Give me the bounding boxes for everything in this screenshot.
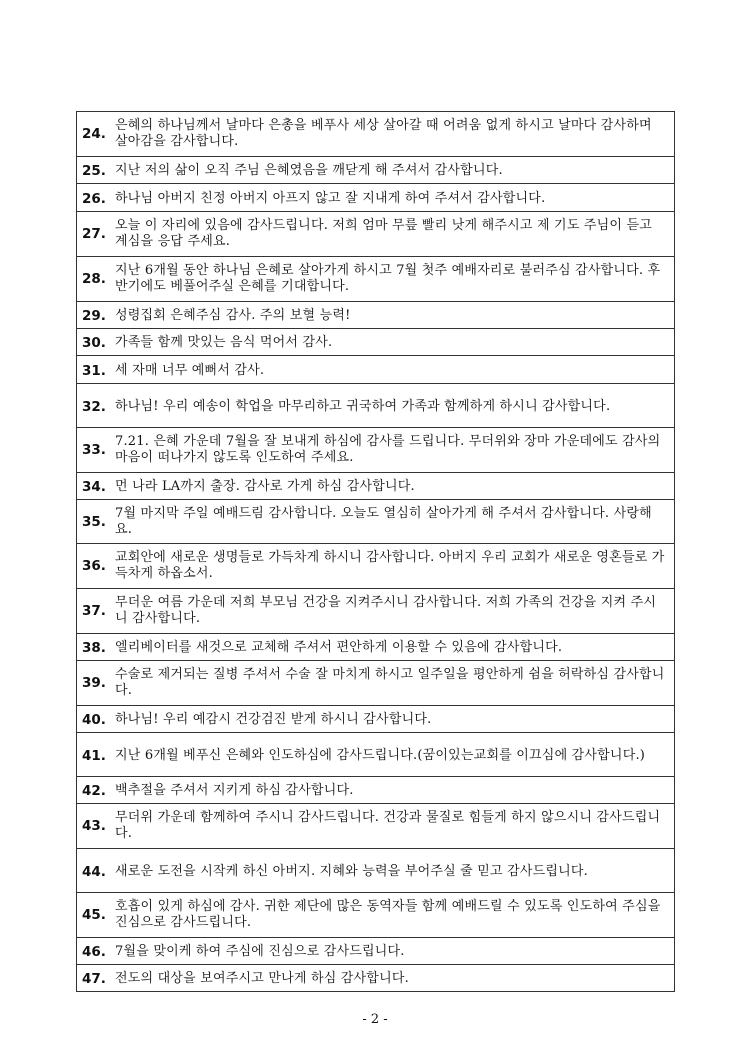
item-number: 40. (82, 712, 106, 728)
table-row (77, 428, 675, 473)
item-number: 37. (82, 603, 106, 619)
item-number: 38. (82, 640, 106, 656)
thanksgiving-table (76, 111, 675, 992)
item-text: 지난 6개월 동안 하나님 은혜로 살아가게 하시고 7월 첫주 예배자리로 불러주심 감사합니다. 후반기에도 베풀어주실 은혜를 기대합니다. (115, 263, 661, 294)
table-row (77, 500, 675, 544)
item-text: 7.21. 은혜 가운데 7월을 잘 보내게 하심에 감사를 드립니다. 무더위와 장마 가운데에도 감사의 마음이 떠나가지 않도록 인도하여 주세요. (115, 434, 661, 465)
item-number: 43. (82, 818, 106, 834)
item-number: 27. (82, 226, 106, 242)
item-number: 36. (82, 558, 106, 574)
table-cell (77, 661, 675, 706)
table-cell (77, 733, 675, 777)
table-row (77, 849, 675, 893)
table-cell (77, 544, 675, 589)
table-row (77, 777, 675, 804)
item-text: 백추절을 주셔서 지키게 하심 감사합니다. (115, 783, 354, 798)
item-text: 성령집회 은혜주심 감사. 주의 보혈 능력! (115, 308, 351, 323)
item-text: 엘리베이터를 새것으로 교체해 주셔서 편안하게 이용할 수 있음에 감사합니다. (115, 640, 563, 655)
table-cell (77, 473, 675, 500)
table-cell (77, 384, 675, 428)
table-cell (77, 849, 675, 893)
item-number: 24. (82, 126, 106, 142)
item-text: 7월 마지막 주일 예배드림 감사합니다. 오늘도 열심히 살아가게 해 주셔서 감사합니다. 사랑해요. (115, 505, 652, 537)
table-row (77, 544, 675, 589)
table-cell (77, 965, 675, 992)
item-number: 44. (82, 863, 106, 880)
item-text: 하나님 아버지 친정 아버지 아프지 않고 잘 지내게 하여 주셔서 감사합니다. (115, 190, 546, 206)
item-text: 새로운 도전을 시작케 하신 아버지. 지혜와 능력을 부어주실 줄 믿고 감사드립니다. (115, 863, 589, 879)
table-cell (77, 356, 675, 384)
item-number: 34. (82, 479, 106, 495)
table-row (77, 157, 675, 184)
item-text: 지난 저의 삶이 오직 주님 은혜였음을 깨닫게 해 주셔서 감사합니다. (115, 163, 503, 178)
table-cell (77, 302, 675, 329)
item-text: 먼 나라 LA까지 출장. 감사로 가게 하심 감사합니다. (115, 479, 415, 494)
item-number: 33. (82, 442, 106, 458)
item-text: 하나님! 우리 예감시 건강검진 받게 하시니 감사합니다. (115, 712, 432, 727)
table-cell (77, 112, 675, 157)
table-row (77, 706, 675, 733)
table-row (77, 112, 675, 157)
table-row (77, 589, 675, 634)
table-row (77, 329, 675, 356)
item-text: 은혜의 하나님께서 날마다 은총을 베푸사 세상 살아갈 때 어려움 없게 하시고 날마다 감사하며 살아감을 감사합니다. (115, 118, 652, 149)
item-text: 하나님! 우리 예송이 학업을 마무리하고 귀국하여 가족과 함께하게 하시니 감사합니다. (115, 398, 611, 414)
table-cell (77, 893, 675, 938)
table-cell (77, 589, 675, 634)
table-row (77, 634, 675, 661)
table-row (77, 804, 675, 849)
table-row (77, 893, 675, 938)
item-number: 39. (82, 675, 106, 691)
item-text: 7월을 맞이케 하여 주심에 진심으로 감사드립니다. (115, 944, 405, 959)
table-cell (77, 938, 675, 965)
item-number: 26. (82, 190, 106, 207)
item-number: 41. (82, 747, 106, 764)
table-row (77, 212, 675, 257)
item-number: 31. (82, 362, 106, 379)
item-number: 45. (82, 907, 106, 923)
table-row (77, 184, 675, 212)
item-number: 30. (82, 335, 106, 351)
table-cell (77, 500, 675, 544)
item-text: 전도의 대상을 보여주시고 만나게 하심 감사합니다. (115, 971, 409, 986)
table-cell (77, 706, 675, 733)
table-cell (77, 184, 675, 212)
item-number: 29. (82, 308, 106, 324)
item-text: 오늘 이 자리에 있음에 감사드립니다. 저희 엄마 무릎 빨리 낫게 해주시고 제 기도 주님이 듣고 계심을 응답 주세요. (115, 218, 653, 249)
table-row (77, 257, 675, 302)
table-cell (77, 428, 675, 473)
table-cell (77, 157, 675, 184)
item-number: 47. (82, 971, 106, 987)
page-number: - 2 - (362, 1012, 388, 1027)
item-number: 25. (82, 163, 106, 179)
table-row (77, 473, 675, 500)
table-row (77, 733, 675, 777)
table-row (77, 356, 675, 384)
item-text: 무더위 가운데 함께하여 주시니 감사드립니다. 건강과 물질로 힘들게 하지 않으시니 감사드립니다. (115, 810, 661, 841)
item-number: 28. (82, 271, 106, 287)
table-cell (77, 634, 675, 661)
table-row (77, 938, 675, 965)
item-text: 무더운 여름 가운데 저희 부모님 건강을 지켜주시니 감사합니다. 저희 가족의 건강을 지켜 주시니 감사합니다. (115, 595, 657, 626)
item-text: 호흡이 있게 하심에 감사. 귀한 제단에 많은 동역자들 함께 예배드릴 수 있도록 인도하여 주심을 진심으로 감사드립니다. (115, 899, 661, 930)
item-text: 가족들 함께 맛있는 음식 먹어서 감사. (115, 335, 333, 350)
item-text: 교회안에 새로운 생명들로 가득차게 하시니 감사합니다. 아버지 우리 교회가 새로운 영혼들로 가득차게 하옵소서. (115, 550, 665, 581)
item-text: 지난 6개월 베푸신 은혜와 인도하심에 감사드립니다.(꿈이있는교회를 이끄심에 감사합니다.) (115, 747, 646, 763)
table-row (77, 384, 675, 428)
table-row (77, 661, 675, 706)
item-text: 수술로 제거되는 질병 주셔서 수술 잘 마치게 하시고 일주일을 평안하게 쉼을 허락하심 감사합니다. (115, 667, 665, 698)
table-cell (77, 804, 675, 849)
table-cell (77, 777, 675, 804)
table-cell (77, 257, 675, 302)
item-text: 세 자매 너무 예뻐서 감사. (115, 362, 265, 378)
table-row (77, 302, 675, 329)
table-row (77, 965, 675, 992)
table-cell (77, 212, 675, 257)
item-number: 46. (82, 944, 106, 960)
table-cell (77, 329, 675, 356)
item-number: 35. (82, 513, 106, 530)
item-number: 32. (82, 398, 106, 415)
item-number: 42. (82, 783, 106, 799)
